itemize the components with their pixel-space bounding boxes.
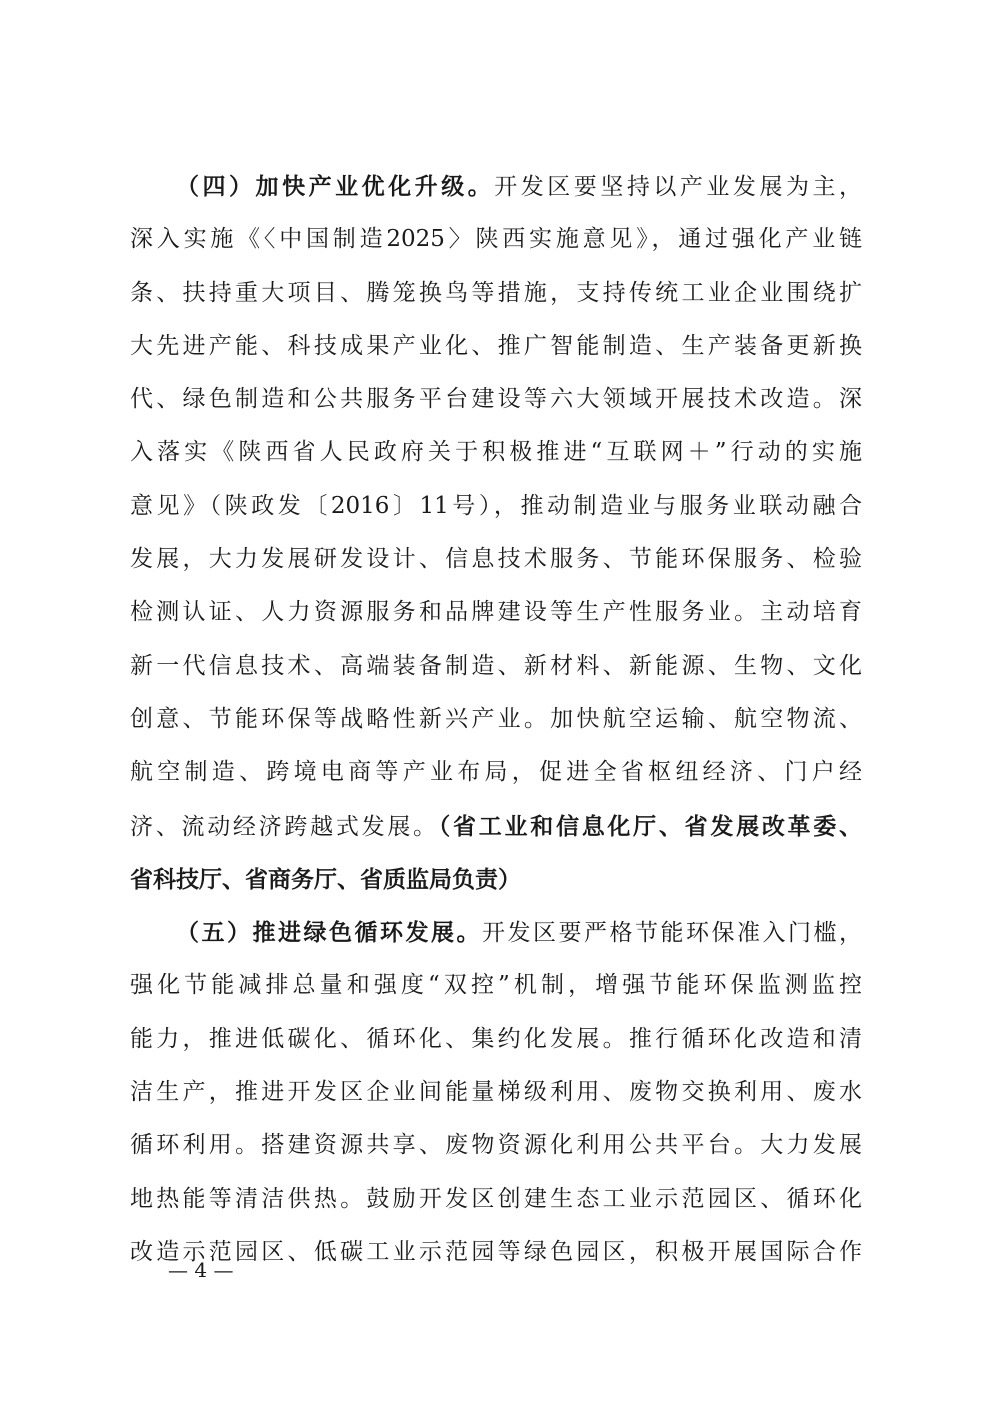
paragraph-line: 新一代信息技术、高端装备制造、新材料、新能源、生物、文化 [130,652,862,679]
paragraph-line: 改造示范园区、低碳工业示范园等绿色园区，积极开展国际合作 [130,1238,862,1265]
paragraph-line: 发展，大力发展研发设计、信息技术服务、节能环保服务、检验 [130,546,862,573]
paragraph-line: 循环利用。搭建资源共享、废物资源化利用公共平台。大力发展 [130,1132,862,1159]
responsibility-note: （省工业和信息化厅、省发展改革委、 [438,812,862,840]
paragraph-line: 地热能等清洁供热。鼓励开发区创建生态工业示范园区、循环化 [130,1185,862,1212]
paragraph-line: 入落实《陕西省人民政府关于积极推进“互联网＋”行动的实施 [130,439,862,466]
paragraph-line: 深入实施《〈中国制造2025〉陕西实施意见》，通过强化产业链 [130,226,862,253]
paragraph-line: （四）加快产业优化升级。开发区要坚持以产业发展为主， [176,173,862,200]
body-text [130,160,862,1279]
paragraph-line: 能力，推进低碳化、循环化、集约化发展。推行循环化改造和清 [130,1025,862,1052]
paragraph-line: 代、绿色制造和公共服务平台建设等六大领域开展技术改造。深 [130,386,862,413]
paragraph-line: 检测认证、人力资源服务和品牌建设等生产性服务业。主动培育 [130,599,862,626]
paragraph-line: 强化节能减排总量和强度“双控”机制，增强节能环保监测监控 [130,972,862,999]
page-number: — 4 — [168,1258,234,1282]
paragraph-line: 洁生产，推进开发区企业间能量梯级利用、废物交换利用、废水 [130,1079,862,1106]
responsibility-note: 省科技厅、省商务厅、省质监局负责） [130,865,521,893]
paragraph-line: 创意、节能环保等战略性新兴产业。加快航空运输、航空物流、 [130,705,862,732]
paragraph-line: 航空制造、跨境电商等产业布局，促进全省枢纽经济、门户经 [130,759,862,786]
section-heading: （四）加快产业优化升级。 [176,173,495,200]
section-heading: （五）推进绿色循环发展。 [176,919,482,947]
paragraph-line: 意见》（陕政发〔2016〕11号），推动制造业与服务业联动融合 [130,492,862,519]
paragraph-line: 大先进产能、科技成果产业化、推广智能制造、生产装备更新换 [130,332,862,359]
paragraph-line: 济、流动经济跨越式发展。（省工业和信息化厅、省发展改革委、 [130,812,862,840]
paragraph-line: 条、扶持重大项目、腾笼换鸟等措施，支持传统工业企业围绕扩 [130,279,862,306]
paragraph-line: （五）推进绿色循环发展。开发区要严格节能环保准入门槛， [176,919,862,947]
